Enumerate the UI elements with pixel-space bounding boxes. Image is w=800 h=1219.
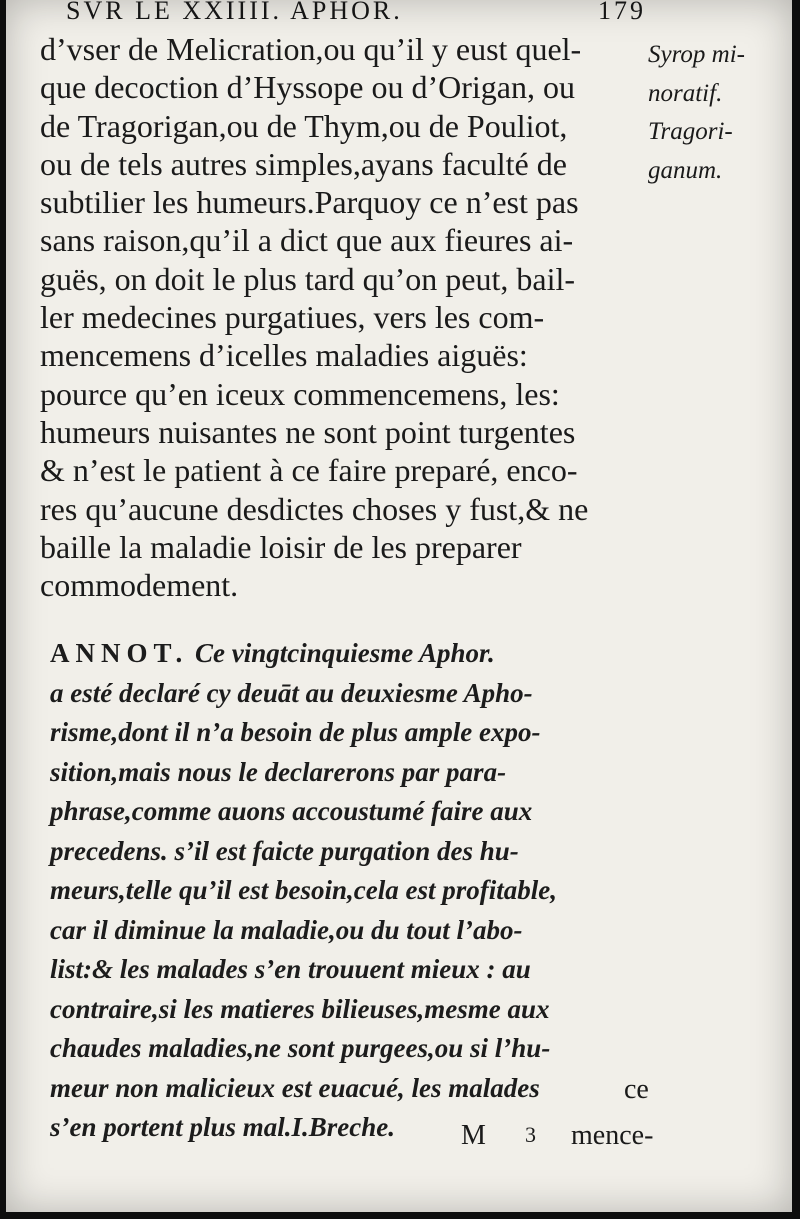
catchword: mence- — [571, 1120, 654, 1151]
text-line: pource qu’en iceux commencemens, les: — [40, 375, 560, 412]
text-line: baille la maladie loisir de les preparer — [40, 528, 522, 565]
main-text-block — [40, 30, 638, 604]
annotation-line: a esté declaré cy deuāt au deuxiesme Apho- — [50, 677, 533, 708]
catchword-right: ce — [624, 1074, 649, 1105]
text-line: d’vser de Melicration,ou qu’il y eust quel- — [40, 31, 582, 67]
annotation-line: precedens. s’il est faicte purgation des hu- — [50, 835, 519, 866]
annotation-line: phrase,comme auons accoustumé faire aux — [50, 796, 533, 826]
text-line: mencemens d’icelles maladies aiguës: — [40, 337, 528, 374]
page-number: 179 — [598, 0, 646, 25]
text-line: subtilier les humeurs.Parquoy ce n’est pas — [40, 184, 579, 221]
margin-note: Tragori- — [648, 118, 733, 145]
annotation-line: meurs,telle qu’il est besoin,cela est profitable, — [50, 875, 557, 905]
annotation-line: risme,dont il n’a besoin de plus ample expo- — [50, 717, 541, 747]
text-line: & n’est le patient à ce faire preparé, enco- — [40, 452, 578, 489]
annotation-line: sition,mais nous le declarerons par para- — [50, 756, 507, 787]
running-head-title: SVR LE XXIIII. APHOR. — [66, 0, 403, 25]
text-line: de Tragorigan,ou de Thym,ou de Pouliot, — [40, 107, 568, 144]
signature-mark: M — [461, 1120, 488, 1151]
text-line: guës, on doit le plus tard qu’on peut, bail- — [40, 260, 576, 297]
text-line: sans raison,qu’il a dict que aux fieures ai- — [40, 222, 574, 259]
text-line: humeurs nuisantes ne sont point turgentes — [40, 413, 576, 450]
text-line: res qu’aucune desdictes choses y fust,& ne — [40, 490, 589, 527]
signature-line — [461, 1120, 701, 1156]
margin-note: ganum. — [648, 156, 723, 184]
annotation-line: meur non malicieux est euacué, les malades — [50, 1072, 540, 1103]
signature-marker: 3 — [525, 1122, 536, 1147]
annotation-first-line-text: Ce vingtcinquiesme Aphor. — [195, 638, 495, 668]
book-page — [6, 0, 792, 1212]
text-line: que decoction d’Hyssope ou d’Origan, ou — [40, 69, 575, 106]
margin-note: Syrop mi- — [648, 41, 745, 68]
margin-note: noratif. — [648, 79, 723, 107]
annotation-line: s’en portent plus mal.I.Breche. — [50, 1112, 396, 1142]
annotation-line: chaudes maladies,ne sont purgees,ou si l’hu- — [50, 1033, 551, 1063]
text-line: ler medecines purgatiues, vers les com- — [40, 299, 545, 336]
running-head — [66, 0, 646, 24]
annotation-line: list:& les malades s’en trouuent mieux : au — [50, 954, 531, 984]
annotation-line: contraire,si les matieres bilieuses,mesme aux — [50, 993, 550, 1024]
annotation-line: car il diminue la maladie,ou du tout l’abo- — [50, 914, 523, 945]
annotation-block — [50, 634, 656, 1148]
annotation-first-line — [50, 634, 656, 674]
text-line: commodement. — [40, 567, 239, 604]
margin-notes — [648, 36, 788, 190]
annotation-label: ANNOT. — [50, 638, 189, 668]
text-line: ou de tels autres simples,ayans faculté de — [40, 145, 567, 182]
